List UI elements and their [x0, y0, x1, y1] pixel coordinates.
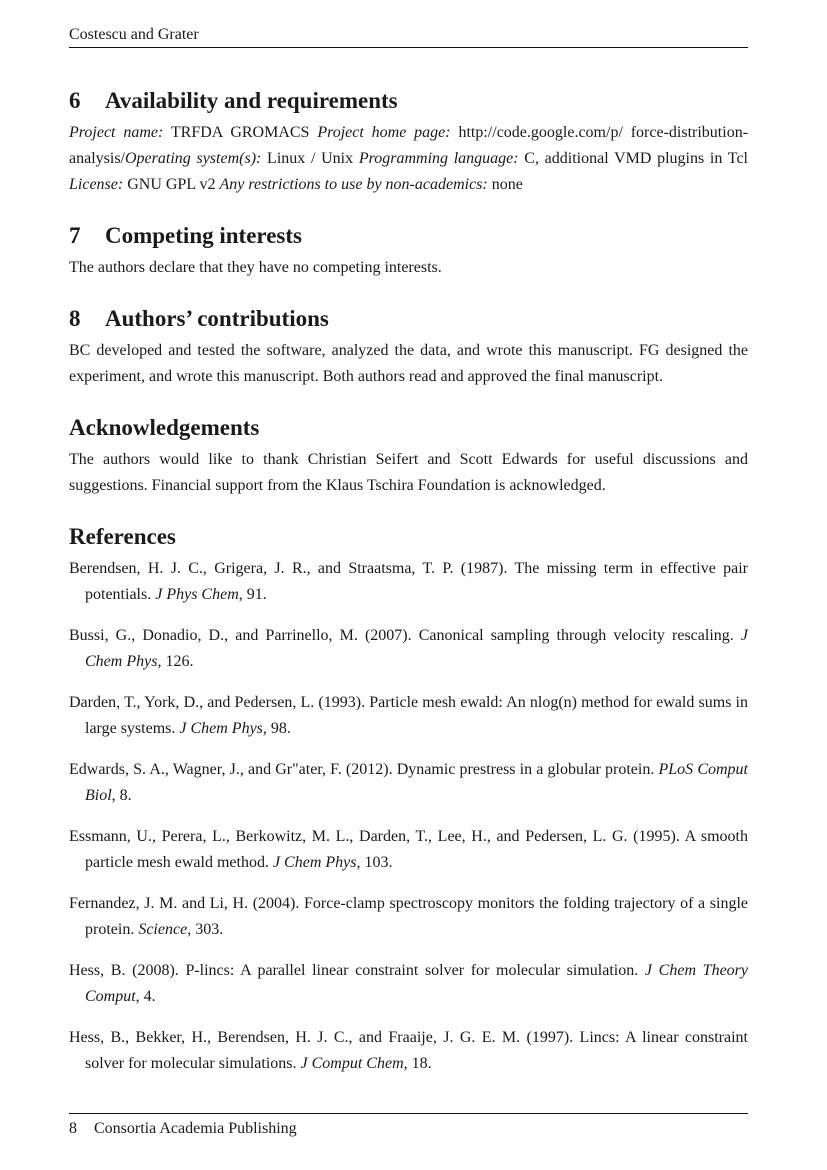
page-content — [69, 84, 748, 1077]
os-value: Linux / Unix — [267, 150, 354, 167]
reference-volume: , 91. — [238, 586, 267, 603]
reference-text: Hess, B., Bekker, H., Berendsen, H. J. C., and Fraaije, J. G. E. M. (1997). Lincs: A linear constraint solver for molecular simulations. — [69, 1029, 748, 1072]
reference-journal: J Chem Phys — [272, 854, 357, 871]
competing-interests-text: The authors declare that they have no competing interests. — [69, 259, 442, 276]
reference-journal: J Chem Phys — [85, 627, 748, 670]
publisher-name: Consortia Academia Publishing — [94, 1120, 297, 1137]
reference-item — [69, 556, 748, 608]
reference-journal: PLoS Comput Biol — [85, 761, 748, 804]
reference-volume: , 126. — [157, 653, 194, 670]
section-8-heading — [69, 302, 748, 336]
home-page-label: Project home page: — [317, 124, 451, 141]
language-label: Programming language: — [358, 150, 519, 167]
restrictions-label: Any restrictions to use by non-academics: — [219, 176, 488, 193]
section-number: 6 — [69, 88, 81, 113]
footer-rule — [69, 1113, 748, 1114]
reference-text: Bussi, G., Donadio, D., and Parrinello, M. (2007). Canonical sampling through velocity rescaling. — [69, 627, 741, 644]
reference-volume: , 98. — [262, 720, 291, 737]
reference-volume: , 8. — [111, 787, 132, 804]
page-number: 8 — [69, 1120, 77, 1137]
page-footer — [69, 1119, 297, 1139]
section-number: 8 — [69, 306, 81, 331]
reference-item — [69, 1025, 748, 1077]
reference-text: Darden, T., York, D., and Pedersen, L. (1993). Particle mesh ewald: An nlog(n) method for ewald sums in large systems. — [69, 694, 748, 737]
project-name: TRFDA GROMACS — [170, 124, 310, 141]
contributions-text: BC developed and tested the software, analyzed the data, and wrote this manuscript. FG designed the experiment, and wrote this manuscript. Both authors read and approved the final manuscript. — [69, 342, 748, 385]
section-title: Availability and requirements — [105, 88, 398, 113]
license-value: GNU GPL v2 — [127, 176, 216, 193]
acknowledgements-text: The authors would like to thank Christian Seifert and Scott Edwards for useful discussions and suggestions. Financial support from the Klaus Tschira Foundation is acknowledged. — [69, 451, 748, 494]
availability-paragraph — [69, 120, 748, 198]
references-heading: References — [69, 524, 176, 549]
reference-text: Essmann, U., Perera, L., Berkowitz, M. L., Darden, T., Lee, H., and Pedersen, L. G. (1995). A smooth particle mesh ewald method. — [69, 828, 748, 871]
os-label: Operating system(s): — [125, 150, 262, 167]
reference-journal: J Phys Chem — [155, 586, 239, 603]
reference-item — [69, 757, 748, 809]
reference-journal: J Chem Phys — [179, 720, 263, 737]
reference-journal: J Chem Theory Comput — [85, 962, 748, 1005]
section-title: Authors’ contributions — [105, 306, 329, 331]
language-value: C, additional VMD plugins in Tcl — [524, 150, 748, 167]
reference-text: Berendsen, H. J. C., Grigera, J. R., and Straatsma, T. P. (1987). The missing term in effective pair potentials. — [69, 560, 748, 603]
section-6-heading — [69, 84, 748, 118]
reference-volume: , 18. — [403, 1055, 432, 1072]
restrictions-value: none — [491, 176, 523, 193]
reference-volume: , 4. — [135, 988, 156, 1005]
reference-text: Hess, B. (2008). P-lincs: A parallel linear constraint solver for molecular simulation. — [69, 962, 645, 979]
running-head: Costescu and Grater — [69, 26, 199, 43]
reference-volume: , 303. — [187, 921, 224, 938]
home-page-url: http://code.google.com/p/ force-distribution-analysis/ — [69, 124, 749, 167]
reference-item — [69, 891, 748, 943]
header-rule — [69, 47, 748, 48]
reference-item — [69, 623, 748, 675]
reference-volume: , 103. — [356, 854, 393, 871]
reference-item — [69, 958, 748, 1010]
section-number: 7 — [69, 223, 81, 248]
section-7-heading — [69, 219, 748, 253]
acknowledgements-heading: Acknowledgements — [69, 415, 260, 440]
reference-text: Fernandez, J. M. and Li, H. (2004). Force-clamp spectroscopy monitors the folding trajectory of a single protein. — [69, 895, 748, 938]
reference-journal: Science — [138, 921, 188, 938]
project-name-label: Project name: — [69, 124, 164, 141]
reference-item — [69, 690, 748, 742]
reference-item — [69, 824, 748, 876]
license-label: License: — [69, 176, 124, 193]
section-title: Competing interests — [105, 223, 302, 248]
reference-text: Edwards, S. A., Wagner, J., and Gr"ater, F. (2012). Dynamic prestress in a globular protein. — [69, 761, 659, 778]
reference-journal: J Comput Chem — [300, 1055, 404, 1072]
reference-list — [69, 556, 748, 1077]
